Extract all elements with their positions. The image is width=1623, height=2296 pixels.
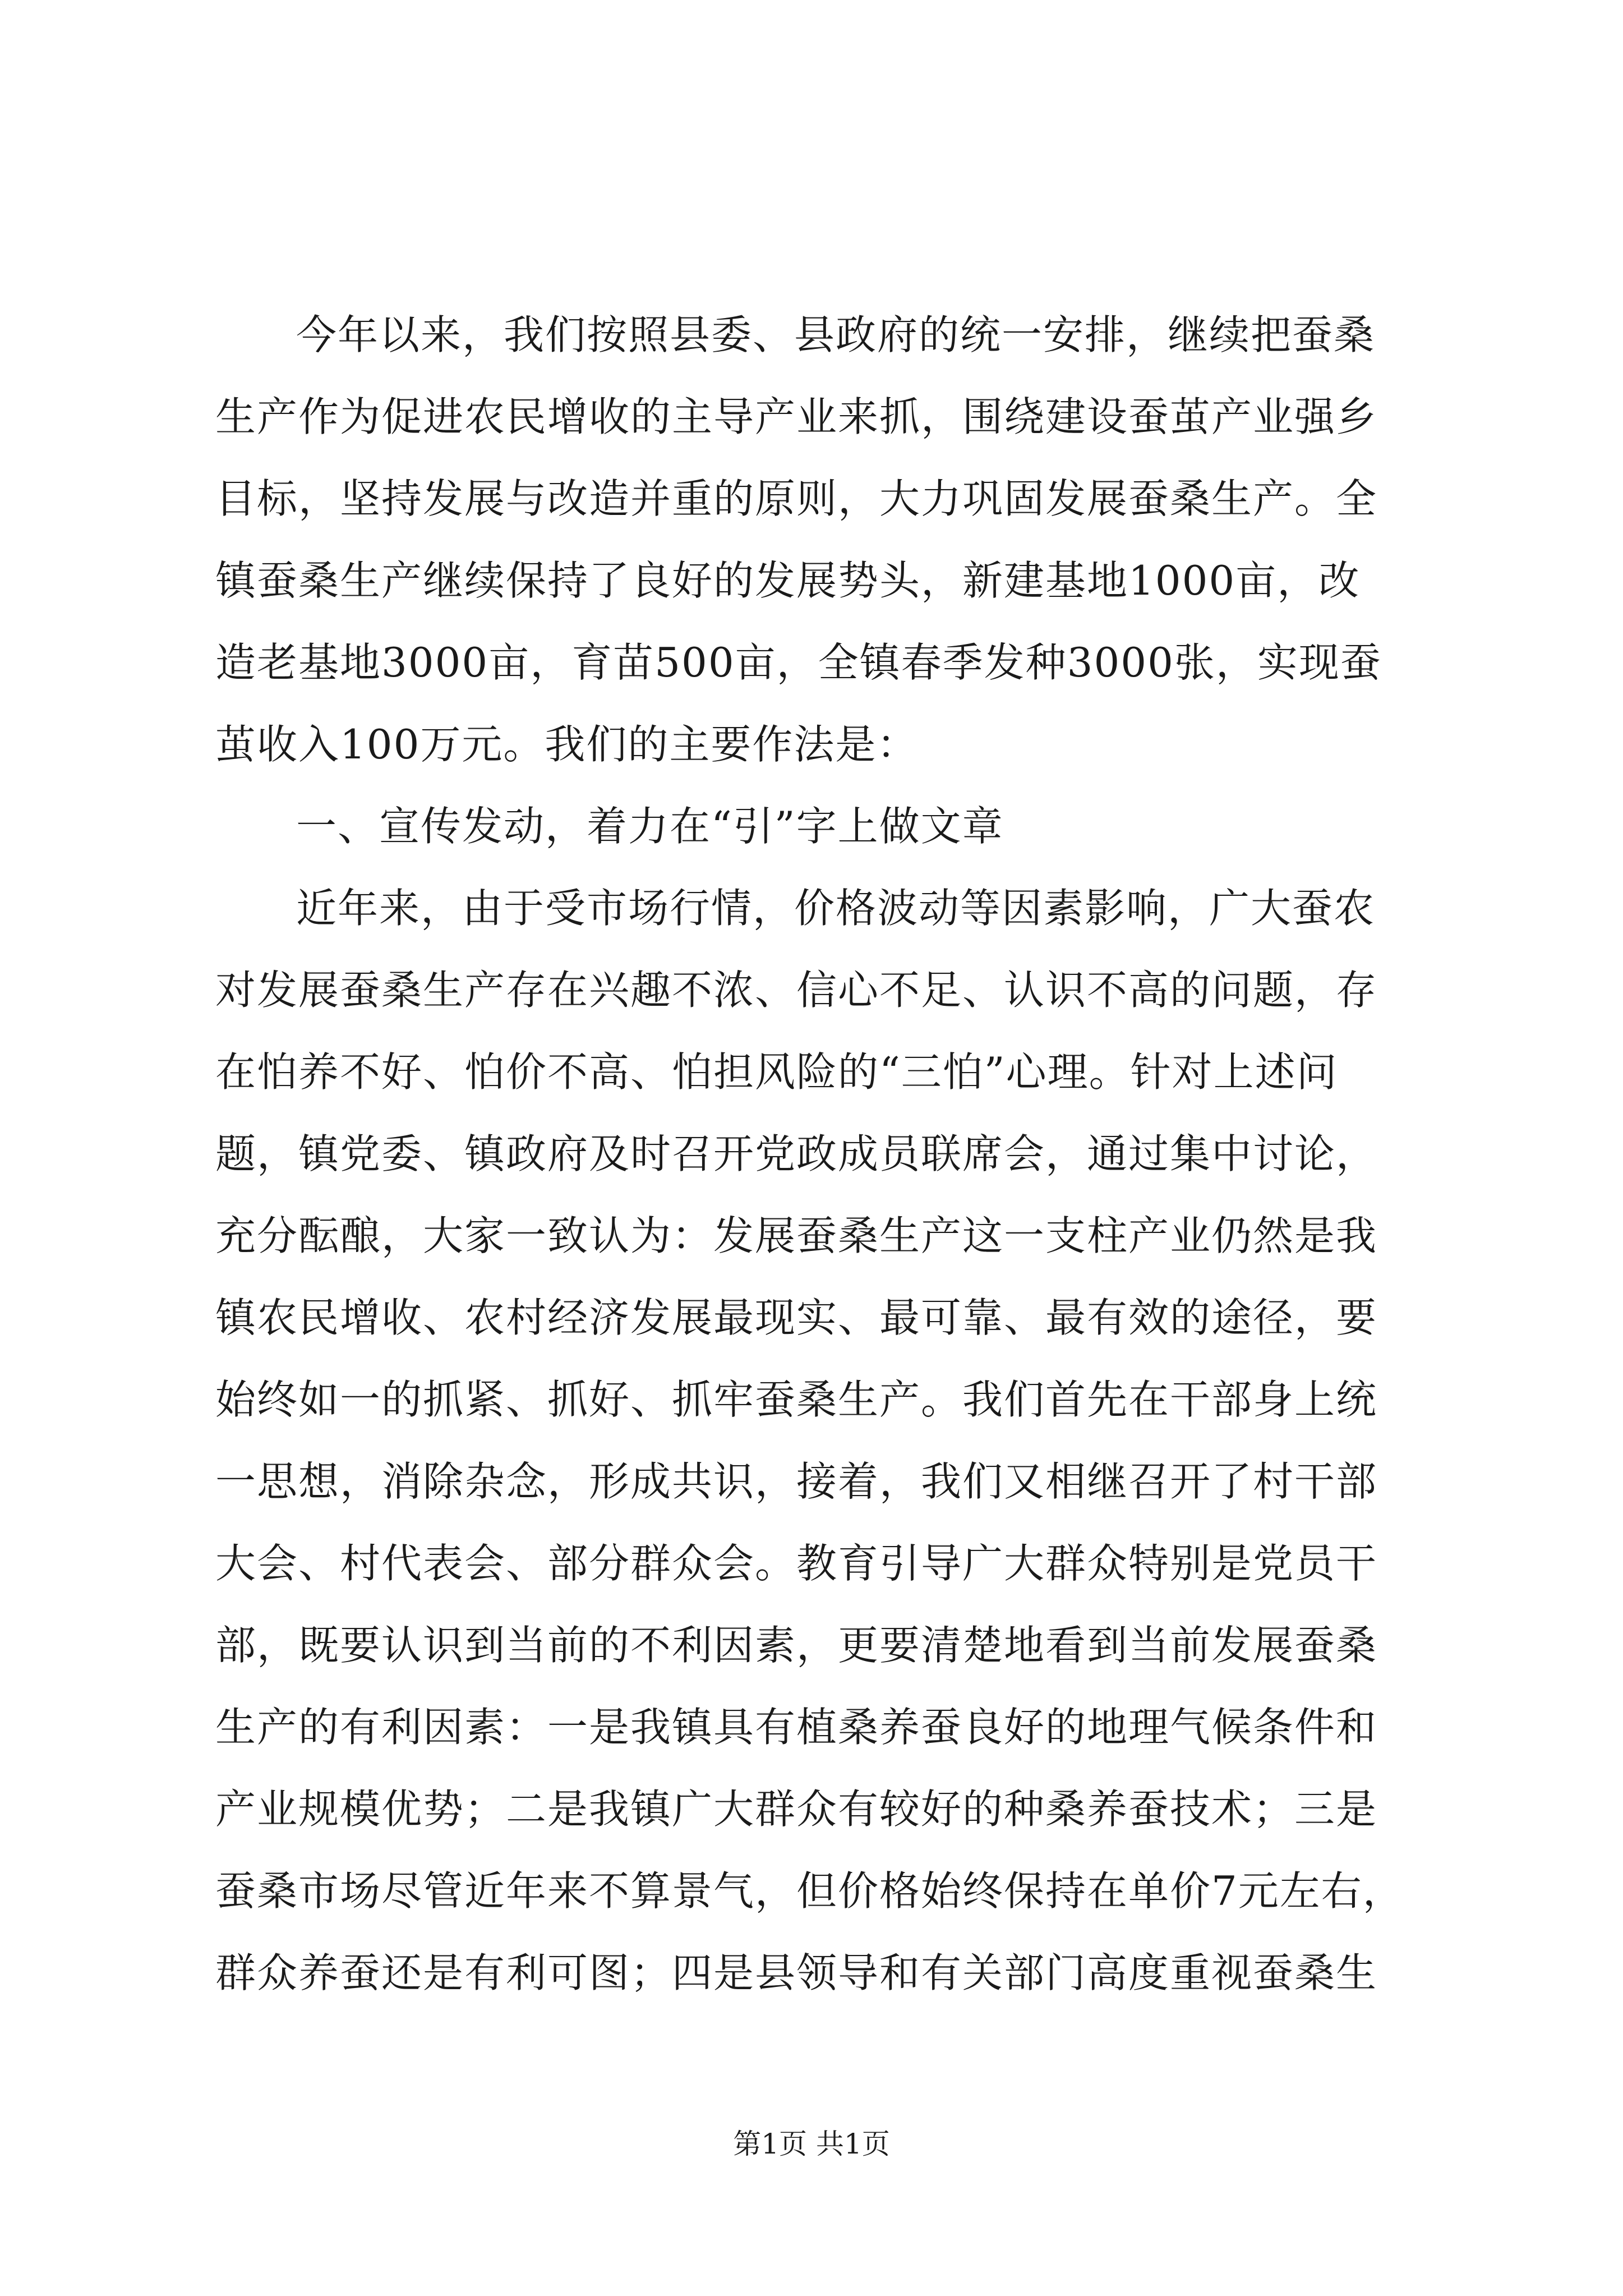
- paragraph-line: 造老基地3000亩，育苗500亩，全镇春季发种3000张，实现蚕: [215, 639, 1382, 686]
- page-footer: 第1页 共1页: [733, 2128, 890, 2160]
- paragraph-line: 对发展蚕桑生产存在兴趣不浓、信心不足、认识不高的问题，存: [215, 967, 1378, 1014]
- paragraph-line: 大会、村代表会、部分群众会。教育引导广大群众特别是党员干: [215, 1540, 1378, 1587]
- paragraph-line: 产业规模优势；二是我镇广大群众有较好的种桑养蚕技术；三是: [215, 1786, 1378, 1833]
- paragraph-line: 镇蚕桑生产继续保持了良好的发展势头，新建基地1000亩，改: [215, 557, 1361, 604]
- paragraph-line: 题，镇党委、镇政府及时召开党政成员联席会，通过集中讨论，: [215, 1130, 1378, 1177]
- paragraph-line: 镇农民增收、农村经济发展最现实、最可靠、最有效的途径，要: [215, 1294, 1378, 1341]
- paragraph-line: 目标，坚持发展与改造并重的原则，大力巩固发展蚕桑生产。全: [215, 475, 1378, 522]
- paragraph-line: 生产作为促进农民增收的主导产业来抓，围绕建设蚕茧产业强乡: [215, 393, 1378, 440]
- paragraph-line: 今年以来，我们按照县委、县政府的统一安排，继续把蚕桑: [296, 311, 1376, 358]
- section-heading: 一、宣传发动，着力在“引”字上做文章: [296, 803, 1004, 850]
- paragraph-line: 蚕桑市场尽管近年来不算景气，但价格始终保持在单价7元左右，: [215, 1867, 1404, 1915]
- paragraph-line: 充分酝酿，大家一致认为：发展蚕桑生产这一支柱产业仍然是我: [215, 1212, 1378, 1259]
- paragraph-line: 在怕养不好、怕价不高、怕担风险的“三怕”心理。针对上述问: [215, 1048, 1338, 1096]
- paragraph-line: 生产的有利因素：一是我镇具有植桑养蚕良好的地理气候条件和: [215, 1704, 1378, 1751]
- paragraph-line: 近年来，由于受市场行情，价格波动等因素影响，广大蚕农: [296, 885, 1376, 932]
- paragraph-line: 一思想，消除杂念，形成共识，接着，我们又相继召开了村干部: [215, 1458, 1378, 1505]
- paragraph-line: 群众养蚕还是有利可图；四是县领导和有关部门高度重视蚕桑生: [215, 1949, 1378, 1996]
- paragraph-line: 部，既要认识到当前的不利因素，更要清楚地看到当前发展蚕桑: [215, 1622, 1378, 1669]
- paragraph-line: 始终如一的抓紧、抓好、抓牢蚕桑生产。我们首先在干部身上统: [215, 1376, 1378, 1423]
- paragraph-line: 茧收入100万元。我们的主要作法是：: [215, 721, 919, 768]
